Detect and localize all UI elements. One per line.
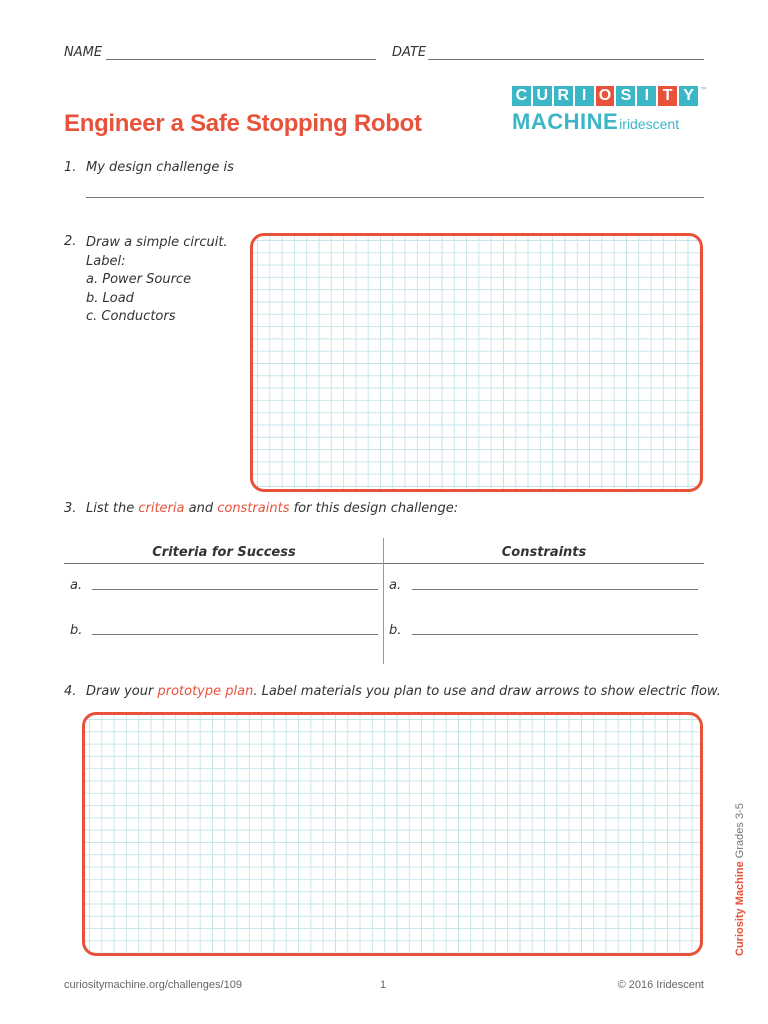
q3-text <box>86 501 458 516</box>
design-challenge-field[interactable] <box>86 197 704 198</box>
page-title: Engineer a Safe Stopping Robot <box>64 110 422 137</box>
q4-pre: Draw your <box>86 684 154 699</box>
logo-letter: C <box>512 86 531 106</box>
criteria-row-b-label: b. <box>70 623 83 638</box>
q4-post: . Label materials you plan to use and draw arrows to show electric flow. <box>253 684 721 699</box>
q2-item-power-source: a. Power Source <box>86 272 192 287</box>
q3-constraints-highlight: constraints <box>217 501 290 516</box>
logo-letter: I <box>637 86 656 106</box>
logo-letter: R <box>554 86 573 106</box>
logo-trademark: ™ <box>700 86 709 95</box>
table-header-divider <box>64 563 704 564</box>
footer-copyright: © 2016 Iridescent <box>617 979 704 991</box>
q3-number: 3. <box>64 501 77 516</box>
side-grades: Grades 3-5 <box>734 803 746 859</box>
logo-letter: U <box>533 86 552 106</box>
q2-label-heading: Label: <box>86 253 126 269</box>
logo-letter: Y <box>679 86 698 106</box>
date-label: DATE <box>392 45 427 60</box>
logo-letter: T <box>658 86 677 106</box>
q2-number: 2. <box>64 234 77 249</box>
q3-and: and <box>188 501 214 516</box>
criteria-a-field[interactable] <box>92 589 378 590</box>
side-brand-label <box>734 803 746 956</box>
criteria-column-header: Criteria for Success <box>152 545 296 560</box>
side-brand: Curiosity Machine <box>734 861 746 956</box>
q3-criteria-highlight: criteria <box>138 501 185 516</box>
q4-prototype-highlight: prototype plan <box>157 684 254 699</box>
name-field[interactable] <box>106 59 376 60</box>
footer-url[interactable]: curiositymachine.org/challenges/109 <box>64 979 242 991</box>
table-column-divider <box>383 538 384 664</box>
q3-pre: List the <box>86 501 135 516</box>
q2-item-conductors: c. Conductors <box>86 309 176 324</box>
constraints-row-a-label: a. <box>389 578 402 593</box>
curiosity-machine-logo <box>512 86 708 142</box>
logo-letter: O <box>596 86 615 106</box>
q1-text: My design challenge is <box>86 160 234 175</box>
constraints-row-b-label: b. <box>389 623 402 638</box>
circuit-drawing-area[interactable] <box>250 233 703 492</box>
logo-letter: I <box>575 86 594 106</box>
constraints-column-header: Constraints <box>501 545 587 560</box>
q2-text: Draw a simple circuit. <box>86 235 228 250</box>
name-label: NAME <box>64 45 103 60</box>
constraints-a-field[interactable] <box>412 589 698 590</box>
criteria-row-a-label: a. <box>70 578 83 593</box>
q4-number: 4. <box>64 684 77 699</box>
constraints-b-field[interactable] <box>412 634 698 635</box>
q2-instructions <box>86 234 228 327</box>
criteria-b-field[interactable] <box>92 634 378 635</box>
date-field[interactable] <box>428 59 704 60</box>
q1-number: 1. <box>64 160 77 175</box>
q3-post: for this design challenge: <box>293 501 459 516</box>
logo-iridescent: iridescent <box>619 116 680 132</box>
q4-text <box>86 684 721 699</box>
logo-letter: S <box>616 86 635 106</box>
page-number: 1 <box>380 979 387 991</box>
q2-item-load: b. Load <box>86 290 134 306</box>
logo-machine: MACHINE <box>512 109 619 134</box>
prototype-drawing-area[interactable] <box>82 712 703 956</box>
